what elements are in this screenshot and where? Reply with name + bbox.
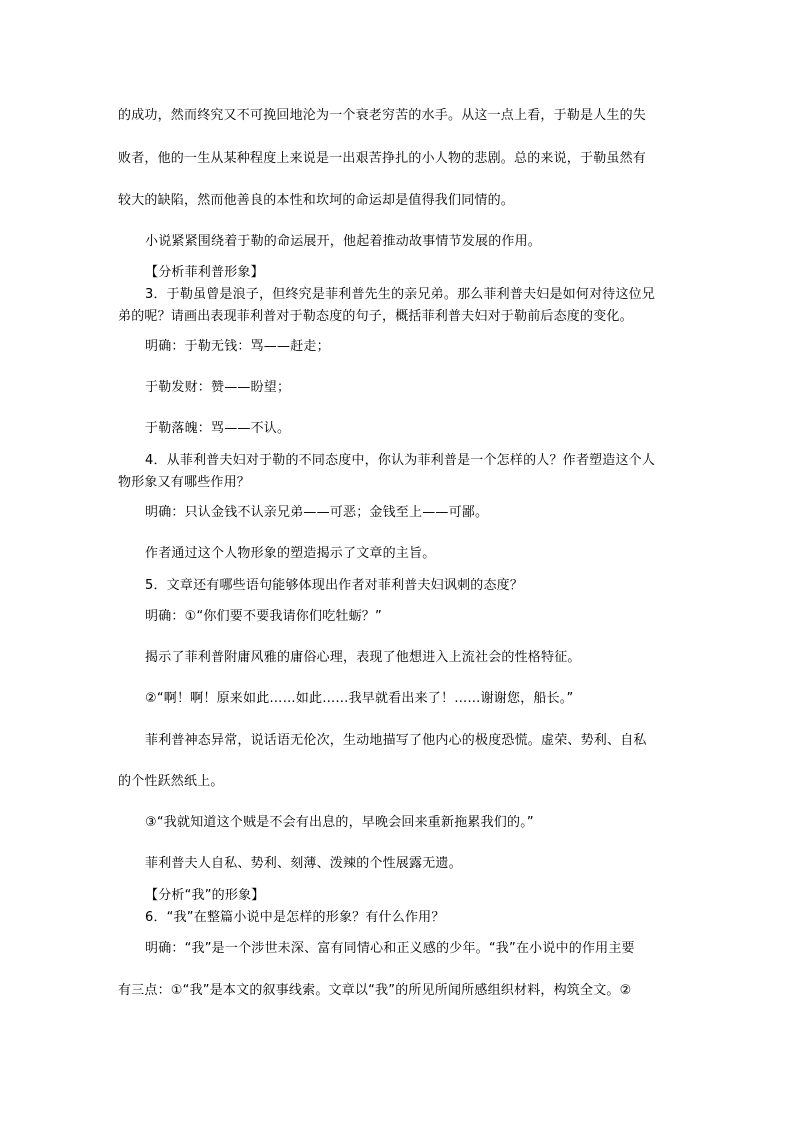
question-line: 4．从菲利普夫妇对于勒的不同态度中，你认为菲利普是一个怎样的人？作者塑造这个人 (145, 453, 656, 468)
paragraph-line: 菲利普神态异常，说话语无伦次，生动地描写了他内心的极度恐慌。虚荣、势利、自私 (145, 733, 647, 748)
quote-line: ②“啊！啊！原来如此……如此……我早就看出来了！……谢谢您，船长。” (145, 691, 574, 706)
paragraph-line: 作者通过这个人物形象的塑造揭示了文章的主旨。 (145, 546, 436, 561)
question-line: 物形象又有哪些作用？ (118, 475, 251, 490)
answer-line: 明确：“我”是一个涉世未深、富有同情心和正义感的少年。“我”在小说中的作用主要 (145, 941, 635, 956)
answer-line: 明确：只认金钱不认亲兄弟——可恶；金钱至上——可鄙。 (145, 505, 489, 520)
paragraph-line: 的成功，然而终究又不可挽回地沦为一个衰老穷苦的水手。从这一点上看，于勒是人生的失 (118, 108, 647, 123)
answer-line: 于勒落魄：骂——不认。 (145, 421, 291, 436)
section-heading: 【分析“我”的形象】 (145, 888, 265, 903)
paragraph-line: 揭示了菲利普附庸风雅的庸俗心理，表现了他想进入上流社会的性格特征。 (145, 650, 581, 665)
answer-line: 于勒发财：赞——盼望； (145, 380, 291, 395)
paragraph-line: 菲利普夫人自私、势利、刻薄、泼辣的个性展露无遗。 (145, 856, 462, 871)
paragraph-line: 的个性跃然纸上。 (118, 774, 224, 789)
question-line: 3．于勒虽曾是浪子，但终究是菲利普先生的亲兄弟。那么菲利普夫妇是如何对待这位兄 (145, 287, 656, 302)
quote-line: ③“我就知道这个贼是不会有出息的，早晚会回来重新拖累我们的。” (145, 815, 534, 830)
question-line: 6．“我”在整篇小说中是怎样的形象？有什么作用？ (145, 910, 445, 925)
section-heading: 【分析菲利普形象】 (145, 265, 264, 280)
paragraph-line: 有三点：①“我”是本文的叙事线索。文章以“我”的所见所闻所感组织材料，构筑全文。② (118, 983, 632, 998)
question-line: 5．文章还有哪些语句能够体现出作者对菲利普夫妇讽刺的态度？ (145, 578, 524, 593)
paragraph-line: 较大的缺陷，然而他善良的本性和坎坷的命运却是值得我们同情的。 (118, 193, 515, 208)
paragraph-line: 败者，他的一生从某种程度上来说是一出艰苦挣扎的小人物的悲剧。总的来说，于勒虽然有 (118, 151, 647, 166)
question-line: 弟的呢？请画出表现菲利普对于勒态度的句子，概括菲利普夫妇对于勒前后态度的变化。 (118, 309, 633, 324)
answer-line: 明确：①“你们要不要我请你们吃牡蛎？” (145, 609, 382, 624)
answer-line: 明确：于勒无钱：骂——赶走； (145, 339, 330, 354)
paragraph-line: 小说紧紧围绕着于勒的命运展开，他起着推动故事情节发展的作用。 (145, 234, 542, 249)
